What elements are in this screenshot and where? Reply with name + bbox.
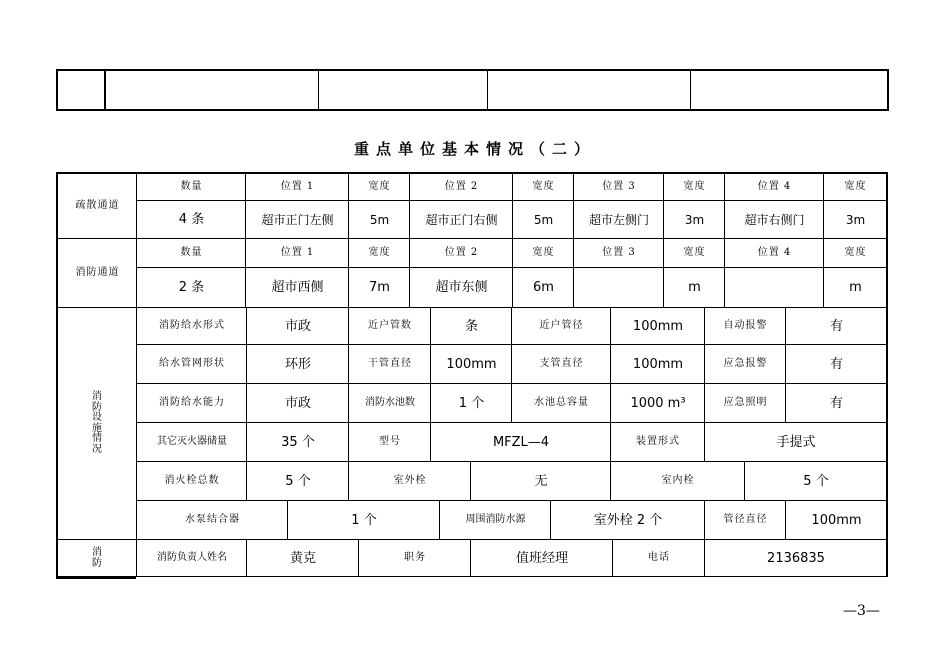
lane-width4: m xyxy=(823,267,887,308)
branch-pipe-diameter-value: 100mm xyxy=(610,344,705,384)
fire-manager-name-value: 黄克 xyxy=(246,539,359,577)
evac-width2: 5m xyxy=(512,200,574,239)
emergency-lighting-label: 应急照明 xyxy=(704,383,786,423)
table-cell xyxy=(58,71,106,109)
pump-adapter-label: 水泵结合器 xyxy=(136,500,288,540)
other-extinguisher-label: 其它灭火器储量 xyxy=(136,422,247,462)
evac-header-pos4: 位置 4 xyxy=(724,173,824,201)
pipe-network-shape-label: 给水管网形状 xyxy=(136,344,247,384)
indoor-hydrant-value: 5 个 xyxy=(744,461,887,501)
previous-table-fragment xyxy=(56,69,889,111)
contact-label xyxy=(57,539,137,577)
hydrant-total-value: 5 个 xyxy=(246,461,349,501)
evac-pos4: 超市右侧门 xyxy=(724,200,824,239)
facilities-label-char: 防 xyxy=(92,401,103,413)
evac-header-width1: 宽度 xyxy=(348,173,410,201)
table-border-bottom-thick xyxy=(56,576,136,579)
lane-width3: m xyxy=(663,267,725,308)
model-value: MFZL—4 xyxy=(430,422,611,462)
fire-lane-label: 消防通道 xyxy=(57,238,137,308)
evac-header-pos1: 位置 1 xyxy=(245,173,349,201)
evac-header-width3: 宽度 xyxy=(663,173,725,201)
facilities-label-char: 设 xyxy=(92,412,103,423)
indoor-hydrant-label: 室内栓 xyxy=(610,461,745,501)
evac-header-count: 数量 xyxy=(136,173,246,201)
water-supply-capacity-value: 市政 xyxy=(246,383,349,423)
inlet-pipe-diameter-value: 100mm xyxy=(610,307,705,345)
lane-header-width2: 宽度 xyxy=(512,238,574,268)
emergency-lighting-value: 有 xyxy=(785,383,887,423)
evacuation-label: 疏散通道 xyxy=(57,173,137,239)
branch-pipe-diameter-label: 支管直径 xyxy=(511,344,611,384)
lane-header-pos1: 位置 1 xyxy=(245,238,349,268)
table-border-left xyxy=(56,172,58,577)
facilities-label-char: 情 xyxy=(92,433,103,444)
page-title: 重点单位基本情况（二） xyxy=(353,140,596,158)
nearby-water-source-value: 室外栓 2 个 xyxy=(550,500,705,540)
lane-header-pos4: 位置 4 xyxy=(724,238,824,268)
evac-width4: 3m xyxy=(823,200,887,239)
evac-header-pos2: 位置 2 xyxy=(409,173,513,201)
evac-header-width4: 宽度 xyxy=(823,173,887,201)
lane-width2: 6m xyxy=(512,267,574,308)
lane-pos1: 超市西侧 xyxy=(245,267,349,308)
lane-header-width1: 宽度 xyxy=(348,238,410,268)
table-cell xyxy=(691,71,887,109)
inlet-pipe-diameter-label: 近户管径 xyxy=(511,307,611,345)
other-extinguisher-value: 35 个 xyxy=(246,422,349,462)
hydrant-total-label: 消火栓总数 xyxy=(136,461,247,501)
position-value: 值班经理 xyxy=(470,539,613,577)
lane-header-pos2: 位置 2 xyxy=(409,238,513,268)
pipe-network-shape-value: 环形 xyxy=(246,344,349,384)
contact-label-char: 防 xyxy=(92,557,103,569)
emergency-alarm-label: 应急报警 xyxy=(704,344,786,384)
facilities-label-char: 况 xyxy=(92,443,103,455)
page-number: —3— xyxy=(843,603,880,619)
lane-header-width3: 宽度 xyxy=(663,238,725,268)
model-label: 型号 xyxy=(348,422,431,462)
lane-pos2: 超市东侧 xyxy=(409,267,513,308)
fire-pool-count-value: 1 个 xyxy=(430,383,512,423)
water-supply-capacity-label: 消防给水能力 xyxy=(136,383,247,423)
contact-label-char: 消 xyxy=(92,547,103,558)
water-supply-form-value: 市政 xyxy=(246,307,349,345)
position-label: 职务 xyxy=(358,539,471,577)
evac-count: 4 条 xyxy=(136,200,246,239)
evac-pos3: 超市左侧门 xyxy=(573,200,664,239)
auto-alarm-label: 自动报警 xyxy=(704,307,786,345)
lane-pos3 xyxy=(573,267,664,308)
water-supply-form-label: 消防给水形式 xyxy=(136,307,247,345)
inlet-pipe-count-value: 条 xyxy=(430,307,512,345)
evac-pos1: 超市正门左侧 xyxy=(245,200,349,239)
phone-value: 2136835 xyxy=(704,539,887,577)
outdoor-hydrant-label: 室外栓 xyxy=(348,461,471,501)
evac-width3: 3m xyxy=(663,200,725,239)
pool-total-capacity-label: 水池总容量 xyxy=(511,383,611,423)
facilities-label xyxy=(57,307,137,539)
fire-manager-name-label: 消防负责人姓名 xyxy=(136,539,247,577)
facilities-label-char: 施 xyxy=(92,422,103,434)
pipe-diameter-label: 管径直径 xyxy=(704,500,786,540)
lane-count: 2 条 xyxy=(136,267,246,308)
table-border-bottom xyxy=(56,576,888,577)
auto-alarm-value: 有 xyxy=(785,307,887,345)
lane-width1: 7m xyxy=(348,267,410,308)
table-border-top xyxy=(56,172,888,174)
pool-total-capacity-value: 1000 m³ xyxy=(610,383,705,423)
table-cell xyxy=(319,71,488,109)
phone-label: 电话 xyxy=(612,539,705,577)
nearby-water-source-label: 周围消防水源 xyxy=(439,500,551,540)
pipe-diameter-value: 100mm xyxy=(785,500,887,540)
lane-header-count: 数量 xyxy=(136,238,246,268)
evac-header-width2: 宽度 xyxy=(512,173,574,201)
evac-header-pos3: 位置 3 xyxy=(573,173,664,201)
installation-form-label: 装置形式 xyxy=(610,422,705,462)
emergency-alarm-value: 有 xyxy=(785,344,887,384)
outdoor-hydrant-value: 无 xyxy=(470,461,611,501)
fire-pool-count-label: 消防水池数 xyxy=(348,383,431,423)
facilities-label-char: 消 xyxy=(92,391,103,402)
evac-width1: 5m xyxy=(348,200,410,239)
evac-pos2: 超市正门右侧 xyxy=(409,200,513,239)
table-cell xyxy=(106,71,319,109)
installation-form-value: 手提式 xyxy=(704,422,887,462)
table-cell xyxy=(488,71,691,109)
main-pipe-diameter-label: 干管直径 xyxy=(348,344,431,384)
lane-header-pos3: 位置 3 xyxy=(573,238,664,268)
pump-adapter-value: 1 个 xyxy=(287,500,440,540)
lane-pos4 xyxy=(724,267,824,308)
main-pipe-diameter-value: 100mm xyxy=(430,344,512,384)
inlet-pipe-count-label: 近户管数 xyxy=(348,307,431,345)
lane-header-width4: 宽度 xyxy=(823,238,887,268)
table-border-right xyxy=(886,172,888,577)
